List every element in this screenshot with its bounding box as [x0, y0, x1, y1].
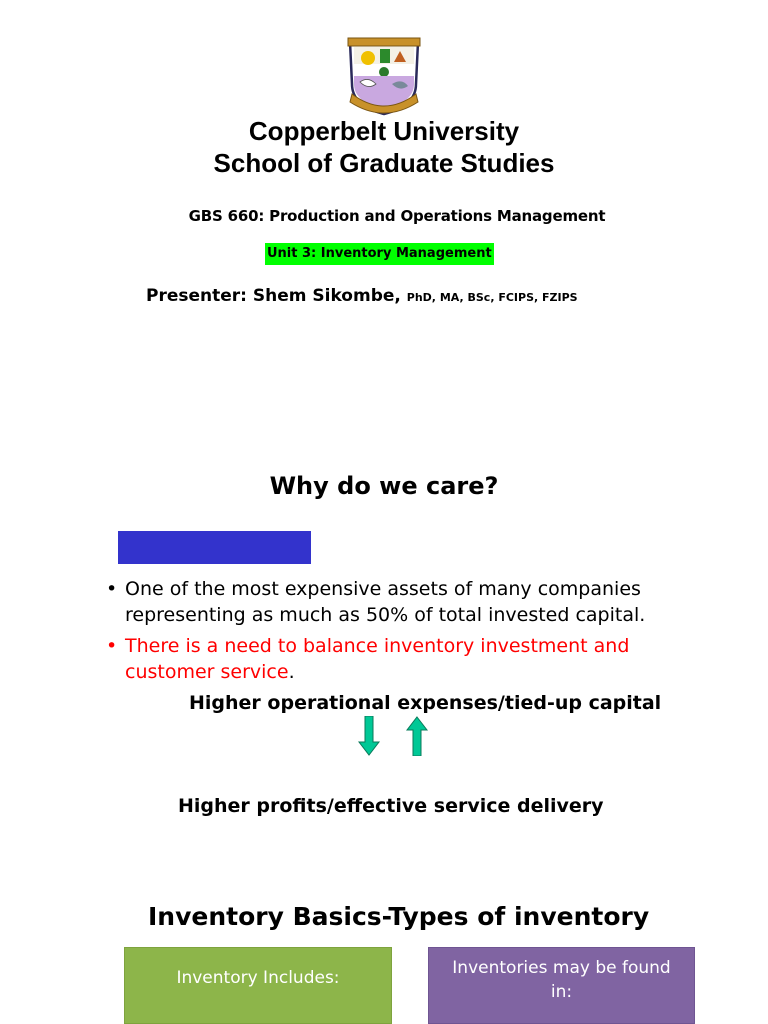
- arrow-down-icon: [357, 716, 381, 756]
- blue-bar-decoration: [118, 531, 311, 564]
- school-name: School of Graduate Studies: [213, 148, 555, 178]
- box-label-line: in:: [550, 982, 573, 1002]
- bullet-line: representing as much as 50% of total invested capital.: [125, 604, 646, 626]
- bullet-item: [106, 576, 706, 628]
- presenter-name: Presenter: Shem Sikombe,: [146, 286, 401, 306]
- university-name: Copperbelt University: [248, 116, 520, 146]
- unit-title: Unit 3: Inventory Management: [265, 243, 494, 265]
- university-crest-logo: [346, 36, 422, 116]
- course-title: GBS 660: Production and Operations Management: [188, 207, 606, 225]
- box-label-line: Inventories may be found: [452, 958, 671, 978]
- slide-title-inventory-basics: Inventory Basics-Types of inventory: [148, 902, 650, 931]
- higher-expenses-label: Higher operational expenses/tied-up capital: [189, 692, 662, 714]
- slide-title-why: Why do we care?: [269, 472, 499, 500]
- bullet-item: [106, 633, 706, 685]
- bullet-dot: •: [106, 578, 118, 600]
- inventory-includes-box: [124, 947, 392, 1024]
- bullet-line-red: customer service: [125, 661, 289, 683]
- bullet-line-tail: .: [288, 661, 295, 683]
- higher-profits-label: Higher profits/effective service delivery: [178, 795, 604, 817]
- presenter-credentials: PhD, MA, BSc, FCIPS, FZIPS: [406, 291, 578, 304]
- box-label: Inventory Includes:: [176, 968, 340, 988]
- bullet-dot: •: [106, 635, 118, 657]
- inventories-found-box: [428, 947, 695, 1024]
- bullet-line: There is a need to balance inventory investment and: [125, 635, 630, 657]
- bullet-line: One of the most expensive assets of many companies: [125, 578, 641, 600]
- presenter-line: [146, 286, 578, 306]
- arrow-up-icon: [405, 716, 429, 756]
